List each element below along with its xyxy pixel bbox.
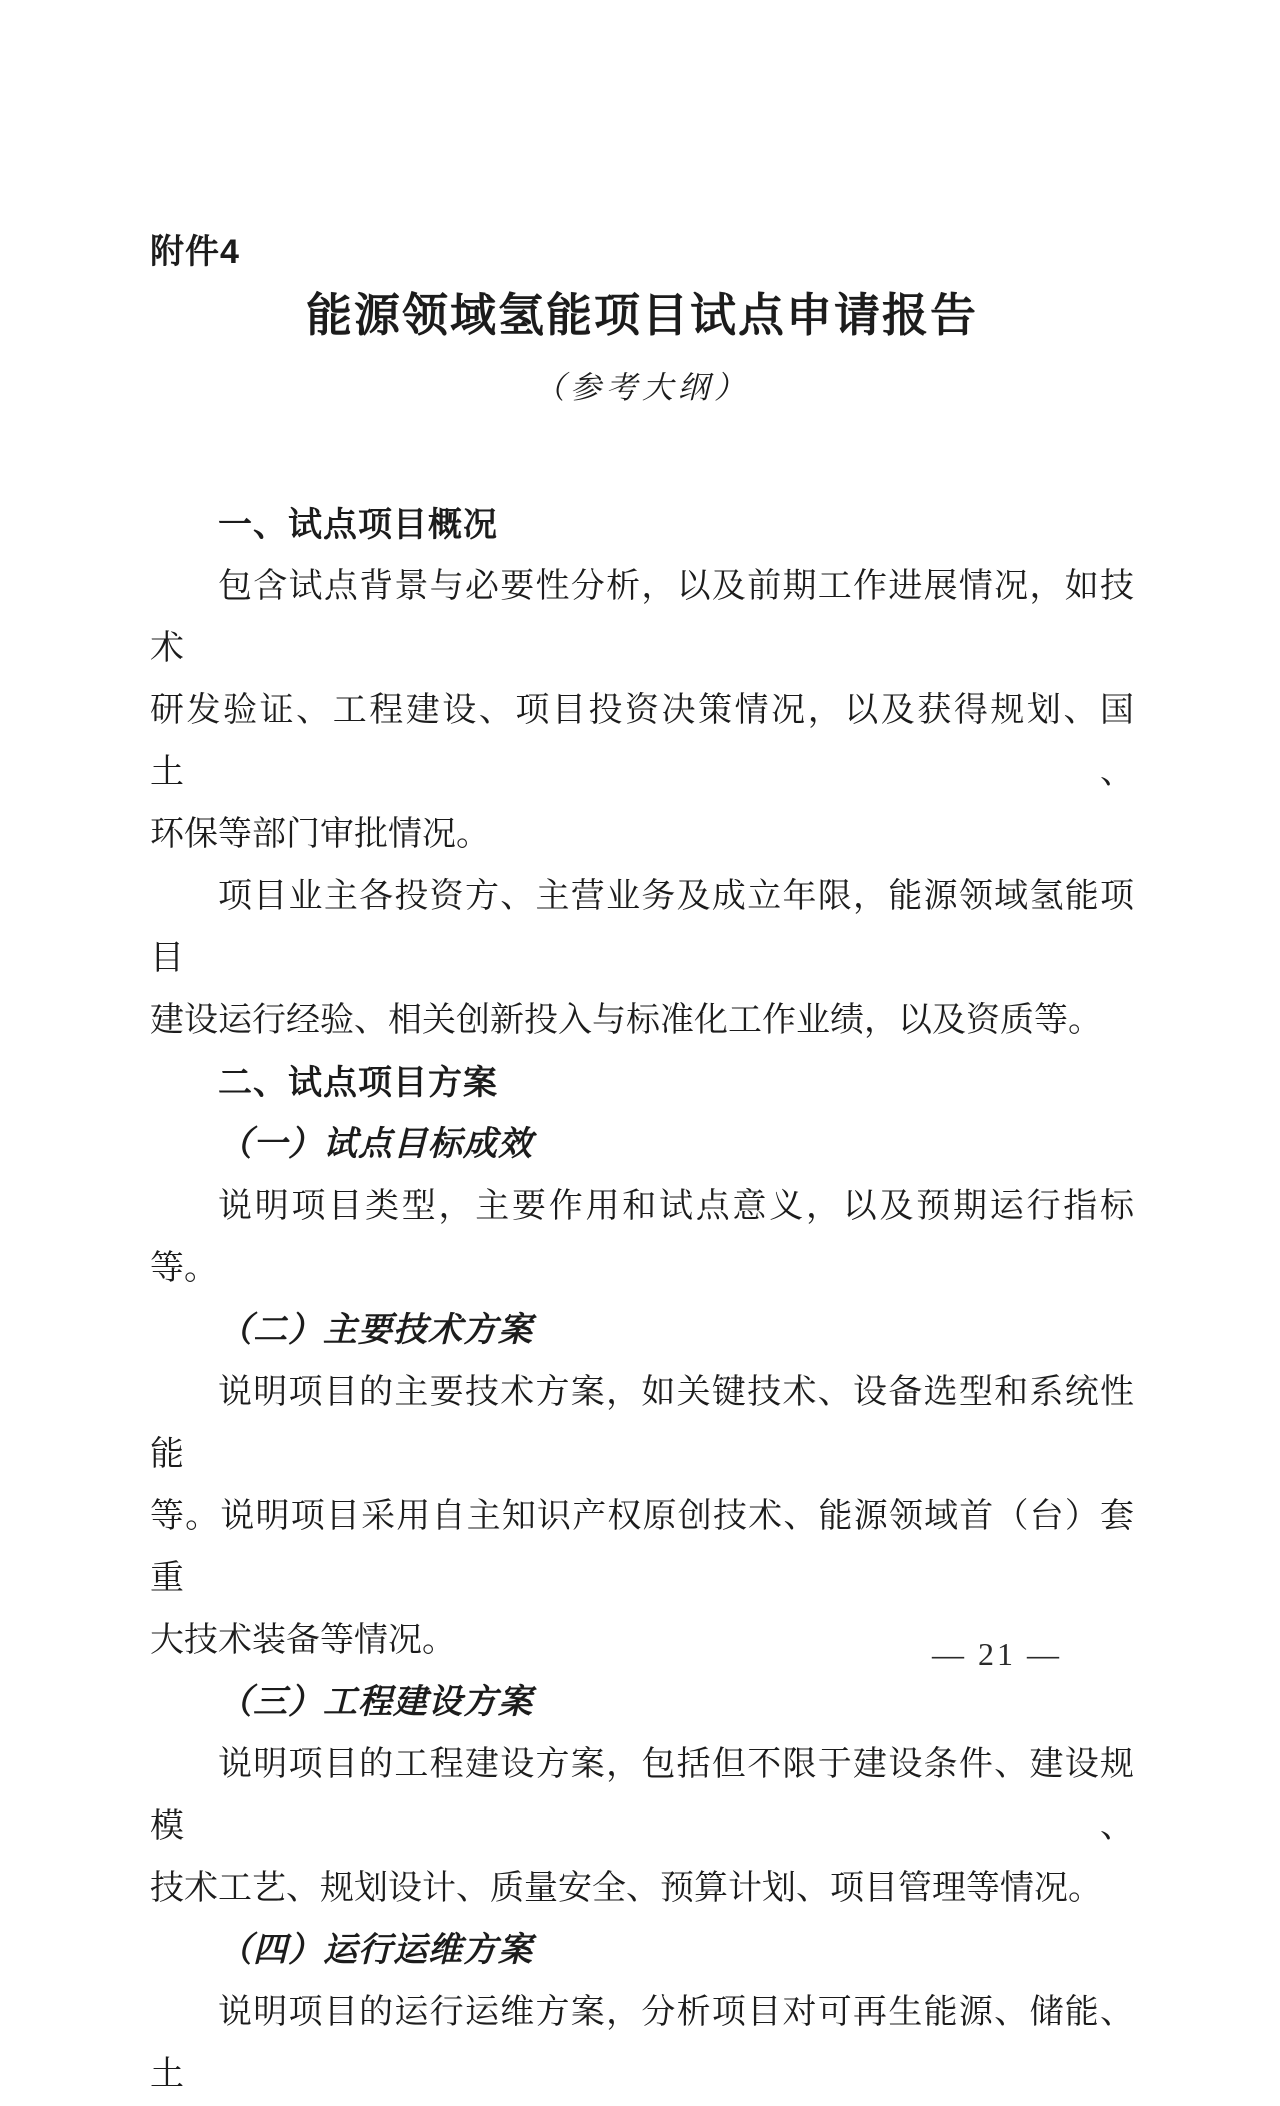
document-title: 能源领域氢能项目试点申请报告 (306, 290, 978, 341)
paragraph-line: 说明项目的主要技术方案，如关键技术、设备选型和系统性能 (150, 1374, 1134, 1473)
section-heading: 一、试点项目概况 (218, 506, 498, 544)
section-heading: 二、试点项目方案 (218, 1064, 498, 1102)
paragraph-line: 环保等部门审批情况。 (150, 816, 490, 853)
paragraph-line: 大技术装备等情况。 (150, 1622, 456, 1659)
paragraph-line: 项目业主各投资方、主营业务及成立年限，能源领域氢能项目 (150, 878, 1134, 977)
document-body (150, 494, 1134, 2106)
paragraph-line: 说明项目的运行运维方案，分析项目对可再生能源、储能、土 (150, 1994, 1134, 2093)
paragraph-line: 包含试点背景与必要性分析，以及前期工作进展情况，如技术 (150, 568, 1134, 667)
subsection-heading: （四）运行运维方案 (218, 1932, 533, 1969)
paragraph-line: 技术工艺、规划设计、质量安全、预算计划、项目管理等情况。 (150, 1870, 1102, 1907)
document-subtitle: （参考大纲） (534, 370, 750, 405)
page-number: — 21 — (932, 1636, 1062, 1672)
paragraph-line: 说明项目的工程建设方案，包括但不限于建设条件、建设规模、 (150, 1746, 1134, 1845)
paragraph-line: 等。说明项目采用自主知识产权原创技术、能源领域首（台）套重 (150, 1498, 1134, 1597)
paragraph-line: 研发验证、工程建设、项目投资决策情况，以及获得规划、国土、 (150, 692, 1134, 791)
subsection-heading: （三）工程建设方案 (218, 1684, 533, 1721)
attachment-label: 附件4 (150, 233, 240, 271)
paragraph-line: 建设运行经验、相关创新投入与标准化工作业绩，以及资质等。 (150, 1002, 1102, 1039)
subsection-heading: （二）主要技术方案 (218, 1312, 533, 1349)
paragraph-line: 说明项目类型，主要作用和试点意义，以及预期运行指标等。 (150, 1188, 1134, 1287)
subsection-heading: （一）试点目标成效 (218, 1126, 533, 1163)
